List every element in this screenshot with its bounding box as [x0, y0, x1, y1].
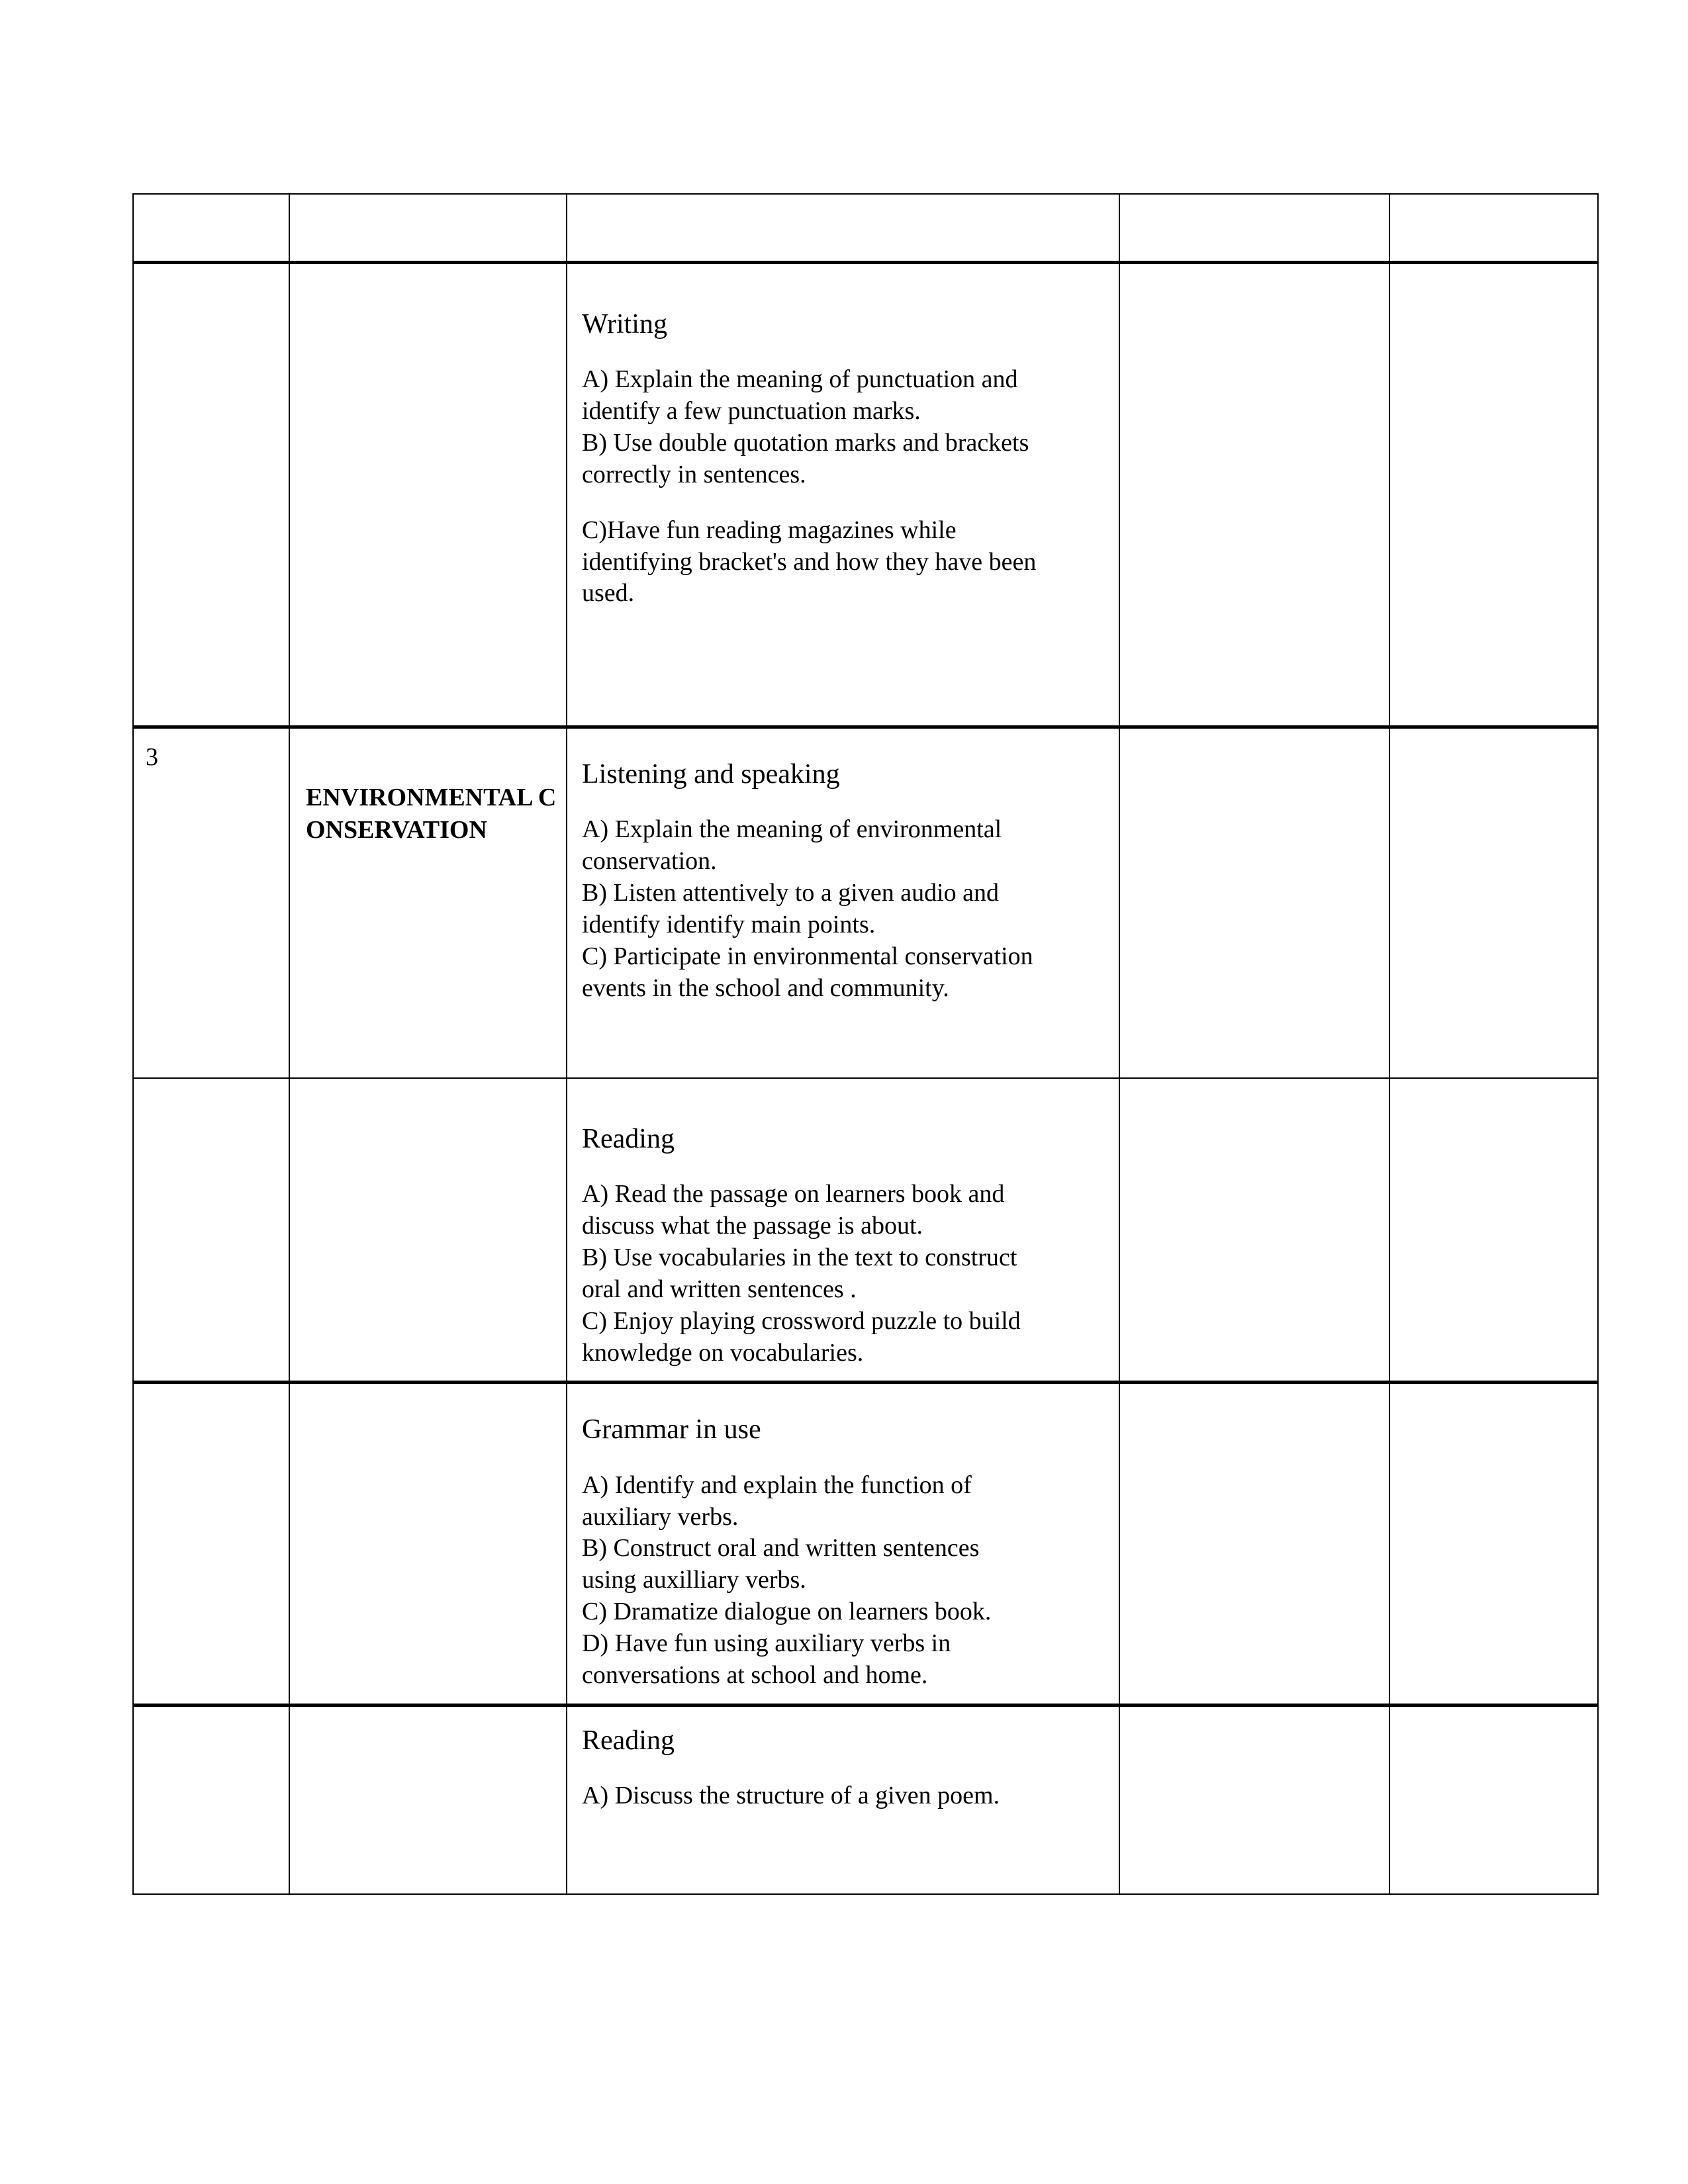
table-row [133, 727, 1598, 1079]
content-block [567, 1079, 1119, 1381]
objective-line: discuss what the passage is about. [582, 1212, 923, 1240]
objective-line: identify identify main points. [582, 910, 876, 938]
row-number [134, 1384, 289, 1398]
table-row [133, 194, 1598, 263]
content-block [567, 195, 1119, 241]
row-number [134, 1079, 289, 1093]
empty-region [1390, 1707, 1597, 1893]
content-heading: Grammar in use [582, 1414, 761, 1445]
empty-region [1390, 1384, 1597, 1703]
objective-line: knowledge on vocabularies. [582, 1338, 864, 1367]
cell-number [133, 1383, 289, 1705]
objective-line: oral and written sentences . [582, 1275, 857, 1303]
empty-region [1390, 729, 1597, 1077]
content-block [567, 729, 1119, 1016]
scheme-of-work-table [132, 193, 1599, 1895]
cell-number [133, 1705, 289, 1894]
cell-remarks [1389, 263, 1598, 727]
cell-remarks [1389, 1705, 1598, 1894]
content-heading: Reading [582, 1725, 675, 1756]
table-row [133, 1078, 1598, 1383]
table-row [133, 263, 1598, 727]
topic-label [290, 1384, 566, 1443]
cell-number [133, 263, 289, 727]
cell-content [567, 263, 1119, 727]
objective-line: A) Explain the meaning of environmental [582, 815, 1002, 844]
row-number [134, 1707, 289, 1721]
empty-region [1390, 1079, 1597, 1381]
objective-line: auxiliary verbs. [582, 1502, 739, 1531]
objective-line: C) Dramatize dialogue on learners book. [582, 1598, 992, 1626]
cell-topic [289, 263, 567, 727]
cell-content [567, 1383, 1119, 1705]
content-heading: Reading [582, 1124, 675, 1154]
cell-resources [1119, 263, 1389, 727]
objective-line: C)Have fun reading magazines while [582, 516, 957, 544]
content-block [567, 1707, 1119, 1824]
empty-region [1390, 195, 1597, 261]
empty-region [1120, 1384, 1389, 1703]
cell-topic [289, 727, 567, 1079]
empty-region [1120, 195, 1389, 261]
content-heading: Writing [582, 309, 667, 340]
objective-list [582, 1780, 1102, 1812]
topic-label: ENVIRONMENTAL CONSERVATION [306, 784, 557, 844]
paragraph-gap [582, 491, 1102, 515]
cell-resources [1119, 1705, 1389, 1894]
objective-line: B) Construct oral and written sentences [582, 1534, 980, 1563]
objective-line: used. [582, 579, 635, 608]
topic-label [290, 264, 566, 324]
cell-content [567, 1078, 1119, 1383]
cell-remarks [1389, 727, 1598, 1079]
table-row [133, 1383, 1598, 1705]
empty-region [1120, 264, 1389, 725]
cell-number [133, 727, 289, 1079]
topic-label [290, 195, 566, 254]
objective-line: correctly in sentences. [582, 460, 806, 488]
empty-region [1120, 1707, 1389, 1893]
objective-line: A) Identify and explain the function of [582, 1471, 972, 1499]
objective-list [582, 814, 1102, 1004]
objective-line: B) Listen attentively to a given audio and [582, 878, 1000, 907]
cell-resources [1119, 727, 1389, 1079]
row-number: 3 [146, 743, 158, 771]
cell-number [133, 194, 289, 263]
cell-remarks [1389, 1078, 1598, 1383]
empty-region [1390, 264, 1597, 725]
cell-number [133, 1078, 289, 1383]
objective-line: identifying bracket's and how they have been [582, 547, 1037, 576]
cell-topic [289, 194, 567, 263]
empty-region [1120, 1079, 1389, 1381]
cell-content [567, 727, 1119, 1079]
objective-line: identify a few punctuation marks. [582, 397, 921, 426]
cell-topic [289, 1705, 567, 1894]
cell-topic [289, 1383, 567, 1705]
objective-list [582, 364, 1102, 610]
cell-topic [289, 1078, 567, 1383]
row-number [134, 264, 289, 279]
content-heading: Listening and speaking [582, 759, 840, 790]
topic-label [290, 1079, 566, 1138]
cell-resources [1119, 1078, 1389, 1383]
content-block [567, 264, 1119, 621]
objective-line: C) Enjoy playing crossword puzzle to build [582, 1306, 1021, 1335]
cell-content [567, 1705, 1119, 1894]
cell-content [567, 194, 1119, 263]
objective-line: B) Use vocabularies in the text to construct [582, 1243, 1017, 1271]
objective-list [582, 1470, 1102, 1692]
cell-remarks [1389, 194, 1598, 263]
objective-list [582, 1179, 1102, 1369]
objective-line: A) Read the passage on learners book and [582, 1180, 1005, 1208]
cell-resources [1119, 194, 1389, 263]
cell-remarks [1389, 1383, 1598, 1705]
scheme-of-work-sheet [132, 193, 1597, 1895]
row-number [134, 195, 289, 209]
table-row [133, 1705, 1598, 1894]
objective-line: using auxilliary verbs. [582, 1566, 806, 1594]
objective-line: D) Have fun using auxiliary verbs in [582, 1629, 951, 1658]
content-block [567, 1384, 1119, 1703]
objective-line: C) Participate in environmental conservation [582, 942, 1033, 970]
objective-line: B) Use double quotation marks and brackets [582, 428, 1029, 457]
objective-line: A) Discuss the structure of a given poem. [582, 1782, 1000, 1810]
objective-line: A) Explain the meaning of punctuation and [582, 365, 1018, 394]
topic-label [290, 1707, 566, 1766]
objective-line: events in the school and community. [582, 974, 949, 1002]
empty-region [1120, 729, 1389, 1077]
cell-resources [1119, 1383, 1389, 1705]
objective-line: conservation. [582, 847, 717, 876]
objective-line: conversations at school and home. [582, 1661, 928, 1689]
